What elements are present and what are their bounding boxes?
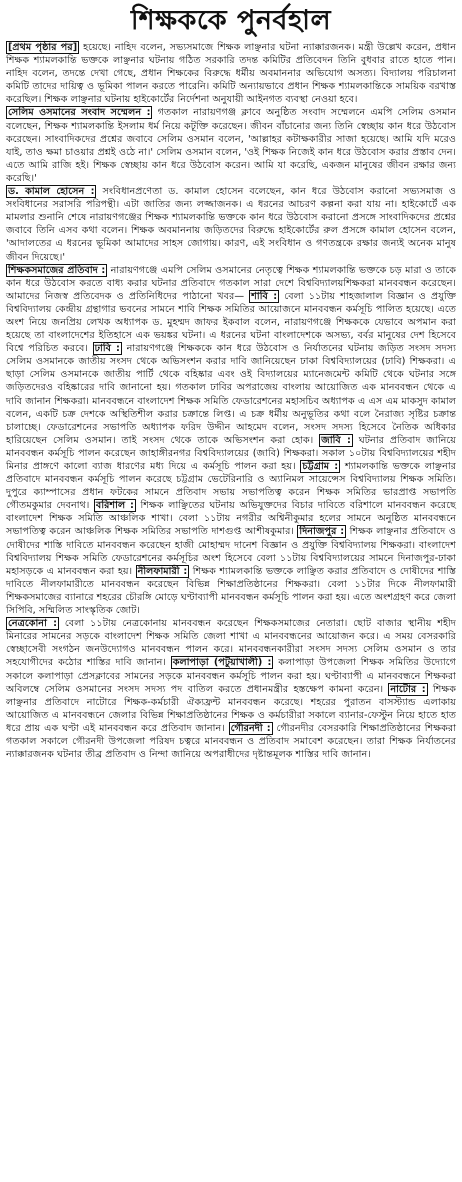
article-headline: শিক্ষককে পুনর্বহাল: [130, 5, 332, 36]
sub-lead-nilphamari: নীলফামারী :: [137, 565, 188, 577]
paragraph-press-conference: [6, 106, 456, 185]
paragraph-text: গৌরনদীর বেসরকারি শিক্ষাপ্রতিষ্ঠানের শিক্ষকরা গতকাল সকালে গৌরনদী উপজেলা পরিষদ চত্বরে মানববন্ধন ও প্রতিবাদ সমাবেশ করেছেন। তারা শিক্ষক নির্যাতনের ন্যাক্কারজনক ঘটনার তীব্র প্রতিবাদ ও নিন্দা জানিয়ে অপরাধীদের দৃষ্টান্তমূলক শাস্তির দাবি জানান।: [6, 722, 456, 761]
paragraph-text: নারায়ণগঞ্জে শিক্ষককে কান ধরে উঠবোস ও নির্যাতনের ঘটনায় জড়িত সংসদ সদস্য সেলিম ওসমানকে জাতীয় সংসদ থেকে অভিসংশন করার দাবি জানিয়েছেন ঢাকা বিশ্ববিদ্যালয়ের (ঢাবি) শিক্ষকরা। এ ছাড়া সেলিম ওসমানকে জাতীয় পার্টি থেকে বহিষ্কার এবং ওই বিদ্যালয়ের ম্যানেজমেন্ট কমিটি থেকে ঘটনার সঙ্গে জড়িতদেরও বহিষ্কারের দাবি জানানো হয়। গতকাল ঢাবির অপরাজেয় বাংলায় আয়োজিত এক মানববন্ধন থেকে এ দাবি জানান শিক্ষকরা। মানববন্ধনে বাংলাদেশ শিক্ষক সমিতি ফেডারেশনের মহাসচিব অধ্যাপক এ এস এম মাকসুদ কামাল বলেন, একটি চক্র দেশকে অস্থিতিশীল করার চক্রান্তে লিপ্ত। এ চক্র ধর্মীয় অনুভূতির কথা বলে নৈরাজ্য সৃষ্টির চক্রান্ত চালাচ্ছে। ফেডারেশনের সভাপতি অধ্যাপক ফরিদ উদ্দীন আহমেদ বলেন, সংসদ সদস্য হিসেবে নৈতিক অধিকার হারিয়েছেন সেলিম ওসমান। তাই সংসদ থেকে তাকে অভিসংশন করা হোক।: [6, 343, 456, 446]
sub-lead-gournadi: গৌরনদী :: [230, 722, 271, 734]
sub-lead-shabi: শাবি :: [251, 290, 278, 302]
section-lead: শিক্ষকসমাজের প্রতিবাদ :: [8, 264, 106, 276]
paragraph-text: নারায়ণগঞ্জে এমপি সেলিম ওসমানের নেতৃত্বে শিক্ষক শ্যামলকান্তি ভক্তকে চড় মারা ও তাকে কান ধরে উঠবোস করতে বাধ্য করার ঘটনার প্রতিবাদে গতকাল সারা দেশে বিশ্ববিদ্যালয়শিক্ষকরা মানববন্ধন করেছেন। আমাদের নিজস্ব প্রতিবেদক ও প্রতিনিধিদের পাঠানো খবর—: [6, 264, 456, 302]
paragraph-text: শ্যামলকান্তি ভক্তকে লাঞ্ছনার প্রতিবাদে মানববন্ধন কর্মসূচি পালন করেছে চট্টগ্রাম ভেটেরিনারি ও অ্যানিমল সায়েন্সেস বিশ্ববিদ্যালয় শিক্ষক সমিতি। দুপুরে ক্যাম্পাসের প্রধান ফটকের সামনে প্রতিবাদ সভায় সভাপতিত্ব করেন শিক্ষক সমিতির ভারপ্রাপ্ত সভাপতি গৌতমকুমার দেবনাথ।: [6, 461, 457, 512]
paragraph-text: শিক্ষক লাঞ্ছনার প্রতিবাদে নাটোরে শিক্ষক-কর্মচারী ঐক্যফ্রন্ট মানববন্ধন করেছে। শহরের পুরাতন বাসস্ট্যান্ড এলাকায় আয়োজিত এ মানববন্ধনে জেলার বিভিন্ন শিক্ষাপ্রতিষ্ঠানের শিক্ষক ও কর্মচারীরা সকালে ব্যানার-ফেস্টুন নিয়ে হাতে হাত ধরে প্রায় এক ঘণ্টা এই মানববন্ধন করে প্রতিবাদ জানান।: [6, 683, 456, 734]
sub-lead-dinajpur: দিনাজপুর :: [299, 526, 345, 538]
section-lead: ড. কামাল হোসেন :: [8, 186, 95, 198]
sub-lead-barishal: বরিশাল :: [95, 500, 134, 512]
paragraph-regional-protests: [6, 617, 456, 761]
paragraph-teachers-protest: [6, 264, 456, 618]
sub-lead-kalapara: কলাপাড়া (পটুয়াখালী) :: [172, 657, 272, 669]
continuation-marker: [প্রথম পৃষ্ঠার পর]: [8, 42, 78, 53]
paragraph-text: কলাপাড়া উপজেলা শিক্ষক সমিতির উদ্যোগে সকালে কলাপাড়া প্রেসক্লাবের সামনের সড়কে মানববন্ধন কর্মসূচি পালন করা হয়। ঘণ্টাব্যাপী এ মানববন্ধনে শিক্ষকরা অবিলম্বে সেলিম ওসমানের সংসদ সদস্য পদ বাতিল করতে প্রধানমন্ত্রীর হস্তক্ষেপ কামনা করেন।: [6, 657, 456, 695]
paragraph-kamal-hossain: [6, 185, 456, 264]
paragraph-text: শিক্ষক লাঞ্ছিতের ঘটনায় অভিযুক্তদের বিচার দাবিতে বরিশালে মানববন্ধন করেছে বাংলাদেশ শিক্ষক সমিতি আঞ্চলিক শাখা। বেলা ১১টায় নগরীর অশ্বিনীকুমার হলের সামনে অনুষ্ঠিত মানববন্ধনে সভাপতিত্ব করেন আঞ্চলিক শিক্ষক সমিতির সভাপতি দাশগুপ্ত আশীষকুমার।: [6, 500, 456, 538]
paragraph-text: শিক্ষক শ্যামলকান্তি ভক্তকে লাঞ্ছিত করার প্রতিবাদে ও দোষীদের শাস্তি দাবিতে নীলফামারীতে মানববন্ধন করেছেন বিভিন্ন শিক্ষাপ্রতিষ্ঠানের শিক্ষকরা। বেলা ১১টার দিকে নীলফামারী শিক্ষকসমাজের ব্যানারে শহরের চৌরঙ্গি মোড়ে ঘণ্টাব্যাপী মানববন্ধন কর্মসূচি পালন করা হয়। এতে অংশগ্রহণ করে জেলা সিপিবি, সম্মিলিত সাংস্কৃতিক জোট।: [6, 565, 456, 617]
sub-lead-dhabi: ঢাবি :: [94, 343, 120, 355]
paragraph-text: সংবিধানপ্রণেতা ড. কামাল হোসেন বলেছেন, কান ধরে উঠবোস করানো সভ্যসমাজ ও সংবিধানের সরাসরি পরিপন্থী। এটা জাতির জন্য লজ্জাজনক। এ ধরনের আচরণ কল্পনা করা যায় না। হাইকোর্টে এক মামলার শুনানি শেষে নারায়ণগঞ্জের শিক্ষক শ্যামলকান্তি ভক্তকে কান ধরে উঠবোস করানো প্রসঙ্গে সাংবাদিকদের প্রশ্নের জবাবে তিনি এসব কথা বলেন। শিক্ষক অবমাননায় জড়িতদের বিরুদ্ধে হাইকোর্টের রুল প্রসঙ্গে কামাল হোসেন বলেন, 'আদালতের এ ধরনের ভূমিকা আমাদের সাহস জোগায়। কারণ, এই সংবিধান ও গণতন্ত্রকে রক্ষার জন্যই অনেক মানুষ জীবন দিয়েছে।': [6, 186, 456, 263]
paragraph-text: বেলা ১১টায় শাহজালাল বিজ্ঞান ও প্রযুক্তি বিশ্ববিদ্যালয় কেন্দ্রীয় গ্রন্থাগার ভবনের সামনে শাবি শিক্ষক সমিতির আয়োজনে মানববন্ধন কর্মসূচি পালিত হয়েছে। এতে অংশ নিয়ে জনপ্রিয় লেখক অধ্যাপক ড. মুহম্মদ জাফর ইকবাল বলেন, নারায়ণগঞ্জে শিক্ষককে যেভাবে অপমান করা হয়েছে তা বাংলাদেশের ইতিহাসে এক ভয়ঙ্কর ঘটনা। এ ধরনের ঘটনা বাংলাদেশকে অসভ্য, বর্বর মানুষের দেশ হিসেবে বিশ্বে পরিচিত করবে।: [6, 290, 456, 355]
paragraph-text: বেলা ১১টায় নেত্রকোনায় মানববন্ধন করেছেন শিক্ষকসমাজের নেতারা। ছোট বাজার স্থানীয় শহীদ মিনারের সামনের সড়কে বাংলাদেশ শিক্ষক সমিতি জেলা শাখা এ মানববন্ধনের আয়োজন করে। এ সময় বেসরকারি স্বেচ্ছাসেবী সংগঠন জনউদ্যোগও মানববন্ধন পালন করে। মানববন্ধনকারীরা সংসদ সদস্য সেলিম ওসমান ও তার সহযোগীদের কঠোর শাস্তির দাবি জানান।: [6, 618, 456, 669]
paragraph-intro: [6, 41, 456, 106]
paragraph-text: গতকাল নারায়ণগঞ্জ ক্লাবে অনুষ্ঠিত সংবাদ সম্মেলনে এমপি সেলিম ওসমান বলেছেন, শিক্ষক শ্যামলকান্তি ইসলাম ধর্ম নিয়ে কটূক্তি করেছেন। জীবন বাঁচানোর জন্য তিনি স্বেচ্ছায় কান ধরে উঠবোস করেছেন। সাংবাদিকদের প্রশ্নের জবাবে সেলিম ওসমান বলেন, 'আল্লাহর কটাক্ষকারীর সাজা হয়েছে। আমি যদি মরেও যাই, তাও ক্ষমা চাওয়ার প্রশ্নই ওঠে না।' সেলিম ওসমান বলেন, 'ওই শিক্ষক নিজেই কান ধরে উঠবোস করার প্রস্তাব দেন। এতে আমি রাজি হই। শিক্ষক স্বেচ্ছায় কান ধরে উঠবোস করেন। আমি যা করেছি, একজন মানুষের জীবন রক্ষার জন্য করেছি।': [6, 107, 456, 184]
section-lead: নেত্রকোনা :: [8, 618, 57, 630]
article-body: [6, 41, 456, 761]
sub-lead-natore: নাটোর :: [390, 683, 426, 695]
sub-lead-chattogram: চট্টগ্রাম :: [302, 461, 339, 472]
paragraph-text: শিক্ষক লাঞ্ছনার প্রতিবাদে ও দোষীদের শাস্তি দাবিতে মানববন্ধন করেছেন হাজী মোহাম্মদ দানেশ বিজ্ঞান ও প্রযুক্তি বিশ্ববিদ্যালয় শিক্ষকরা। বাংলাদেশ বিশ্ববিদ্যালয় শিক্ষক সমিতি ফেডারেশনের কর্মসূচির অংশ হিসেবে বেলা ১১টায় বিশ্ববিদ্যালয়ের সামনে দিনাজপুর-ঢাকা মহাসড়কে এ মানববন্ধন করা হয়।: [6, 526, 456, 577]
section-lead: সেলিম ওসমানের সংবাদ সম্মেলন :: [8, 107, 151, 119]
sub-lead-jabi: জাবি :: [321, 434, 351, 446]
paragraph-text: ঘটনার প্রতিবাদ জানিয়ে মানববন্ধন কর্মসূচি পালন করেছেন জাহাঙ্গীরনগর বিশ্ববিদ্যালয়ের (জাবি) শিক্ষকরা। সকাল ১০টায় বিশ্ববিদ্যালয়ের শহীদ মিনার প্রাঙ্গণে কালো ব্যাজ ধারণের মধ্য দিয়ে এ কর্মসূচি পালন করা হয়।: [6, 434, 456, 472]
paragraph-text: হয়েছে। নাহিদ বলেন, সভ্যসমাজে শিক্ষক লাঞ্ছনার ঘটনা ন্যাক্কারজনক। মন্ত্রী উল্লেখ করেন, প্রধান শিক্ষক শ্যামলকান্তি ভক্তকে লাঞ্ছনার ঘটনায় গঠিত সরকারি তদন্ত কমিটির প্রতিবেদন তিনি বুধবার রাতে হাতে পান। নাহিদ বলেন, তদন্তে দেখা গেছে, প্রধান শিক্ষকের বিরুদ্ধে ধর্মীয় অবমাননার অভিযোগ অসত্য। বিদ্যালয় পরিচালনা কমিটি তাদের দায়িত্ব ও ভূমিকা পালন করতে পারেনি। কমিটি অন্যায়ভাবে প্রধান শিক্ষক শ্যামলকান্তিকে সাময়িক বরখাস্ত করেছিল। শিক্ষক লাঞ্ছনার ঘটনায় হাইকোর্টের নির্দেশনা অনুযায়ী আইনগত ব্যবস্থা নেওয়া হবে।: [6, 42, 456, 106]
